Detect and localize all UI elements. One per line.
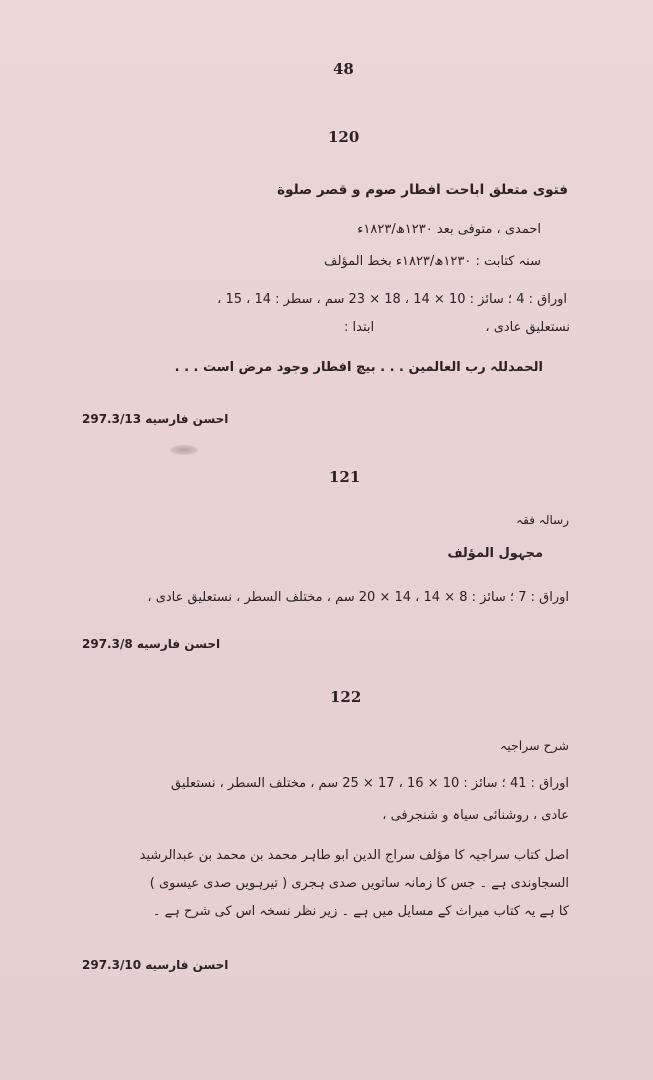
entry-122-physical-line-2: عادی ، روشنائی سیاہ و شنجرفی ، (382, 808, 569, 823)
entry-120-author: احمدی ، متوفی بعد ١٢٣٠ھ/١٨٢٣ء (357, 222, 541, 237)
entry-121-title: رسالہ فقہ (516, 513, 569, 527)
page-number: 48 (333, 60, 354, 78)
entry-120-script: نستعلیق عادی ، (485, 320, 570, 335)
entry-122-note-line-1: اصل کتاب سراجیہ کا مؤلف سراج الدین ابو طاہر محمد بن محمد بن عبدالرشید (139, 848, 569, 863)
entry-number-120: 120 (328, 128, 360, 146)
entry-number-121: 121 (329, 468, 361, 486)
entry-121-shelfmark: احسن فارسیه 297.3/8 (82, 637, 221, 651)
entry-121-physical: اوراق : 7 ؛ سائز : 8 × 14 ، 14 × 20 سم ، مختلف السطر ، نستعلیق عادی ، (147, 590, 569, 605)
entry-122-shelfmark: احسن فارسیه 297.3/10 (82, 958, 229, 972)
entry-122-note-line-2: السجاوندی ہے ۔ جس کا زمانہ ساتویں صدی ہجری ( تیرہویں صدی عیسوی ) (149, 876, 569, 891)
entry-121-author: مجہول المؤلف (447, 546, 543, 561)
entry-120-physical: اوراق : 4 ؛ سائز : 10 × 14 ، 18 × 23 سم ، سطر : 14 ، 15 ، (217, 292, 567, 307)
entry-120-title: فتوی متعلق اباحت افطار صوم و قصر صلوة (277, 182, 568, 198)
entry-120-copy-date: سنہ کتابت : ١٢٣٠ھ/١٨٢٣ء بخط المؤلف (324, 254, 541, 269)
entry-120-incipit-label: ابتدا : (344, 320, 375, 335)
entry-120-shelfmark: احسن فارسیه 297.3/13 (82, 412, 229, 426)
entry-number-122: 122 (330, 688, 362, 706)
entry-122-physical-line-1: اوراق : 41 ؛ سائز : 10 × 16 ، 17 × 25 سم ، مختلف السطر ، نستعلیق (170, 776, 569, 791)
entry-122-title: شرح سراجیہ (499, 738, 569, 753)
entry-122-note-line-3: کا ہے یہ کتاب میراث کے مسایل میں ہے ۔ زیر نظر نسخہ اس کی شرح ہے ۔ (152, 904, 569, 919)
entry-120-incipit: الحمدللہ رب العالمین . . . بیچ افطار وجود مرض است . . . (174, 360, 543, 375)
bleed-mark (170, 445, 198, 455)
